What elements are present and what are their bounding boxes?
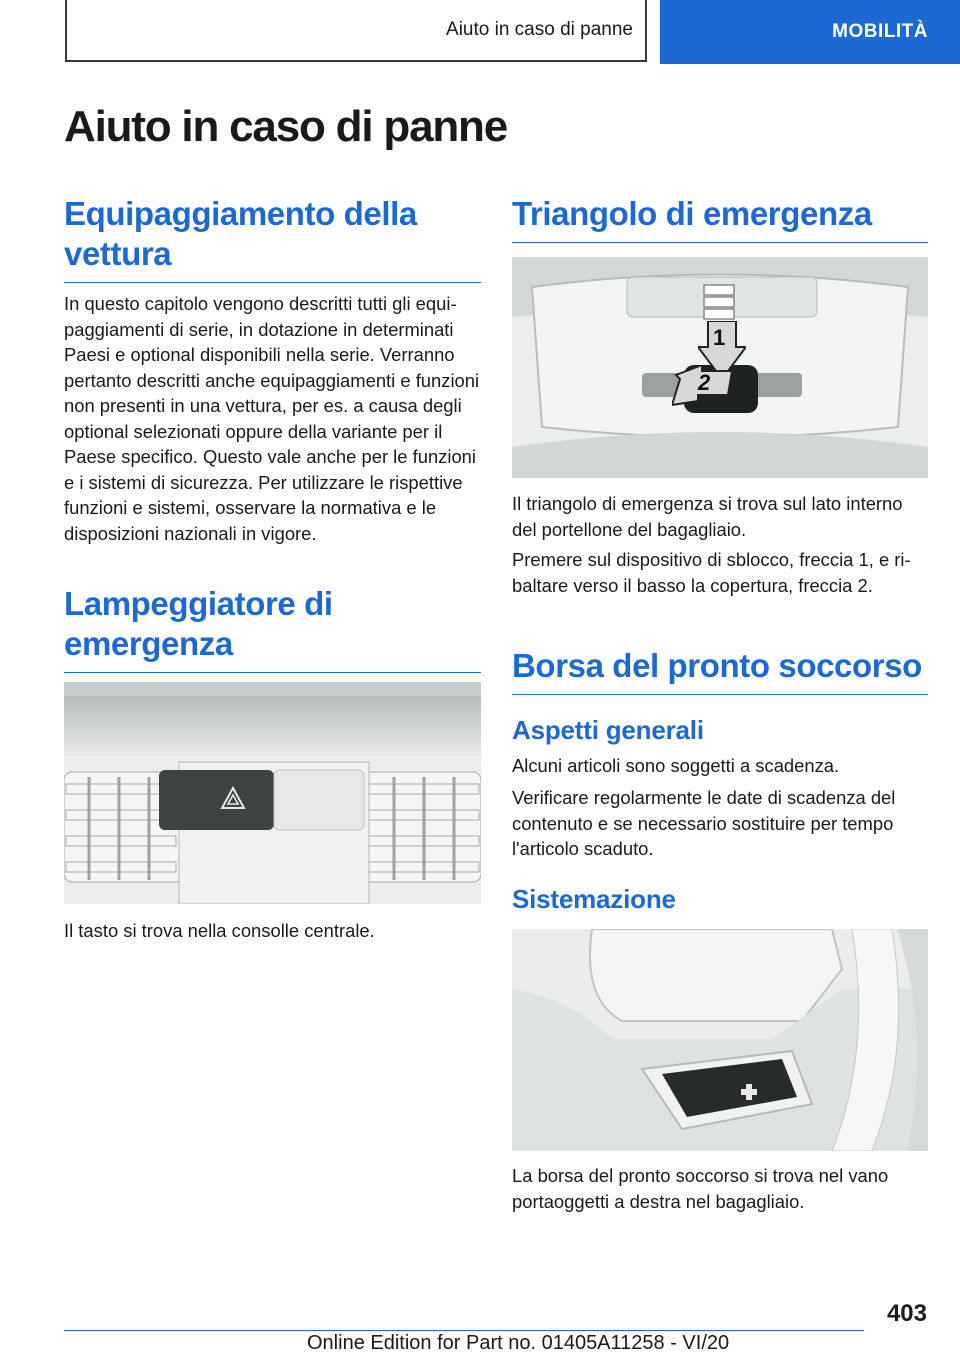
callout-1-label: 1 — [713, 325, 726, 350]
location-heading: Sistemazione — [512, 884, 676, 914]
triangle-paragraph-1: Il triangolo di emergenza si trova sul lato interno del portellone del bagagliaio. — [512, 493, 903, 540]
warning-triangle-photo — [512, 257, 928, 478]
equipment-heading: Equipaggiamento della vettura — [64, 194, 481, 283]
hazard-triangle-icon — [220, 786, 246, 810]
hazard-caption: Il tasto si trova nella consolle centrale. — [64, 920, 375, 941]
page-title: Aiuto in caso di panne — [64, 102, 507, 151]
general-heading: Aspetti generali — [512, 715, 704, 745]
location-paragraph: La borsa del pronto soccorso si trova nel vano portaoggetti a destra nel bagagliaio. — [512, 1165, 889, 1212]
running-header-title: Aiuto in caso di panne — [446, 19, 633, 40]
footer-rule — [64, 1330, 864, 1331]
first-aid-cross-icon — [740, 1083, 758, 1101]
equipment-paragraph: In questo capitolo vengono descritti tutti gli equipaggiamenti di serie, in dotazione in determinati Paesi e optional disponibili nella serie. Verranno pertanto descritti anche equipaggiamenti e funzioni non presenti in una vettura, per es. a causa degli optional selezionati oppure della variante per il Paese specifico. Questo vale anche per le funzioni e i sistemi di sicurezza. Per utilizzare le rispettive funzioni e sistemi, osservare la normativa e le disposizioni nazionali in vigore. — [64, 293, 480, 544]
general-paragraph-1: Alcuni articoli sono soggetti a scadenza. — [512, 755, 840, 776]
callout-2-label: 2 — [698, 370, 711, 395]
section-tab[interactable] — [660, 0, 960, 64]
page-number: 403 — [886, 1300, 927, 1327]
first-aid-heading: Borsa del pronto soccorso — [512, 646, 928, 695]
section-tab-label: MOBILITÀ — [832, 21, 928, 42]
triangle-paragraph-2: Premere sul dispositivo di sblocco, freccia 1, e ribaltare verso il basso la copertura, freccia 2. — [512, 549, 911, 596]
footer-edition: Online Edition for Part no. 01405A11258 - VI/20 — [307, 1332, 730, 1354]
hazard-switch-photo — [64, 682, 481, 904]
general-paragraph-2: Verificare regolarmente le date di scadenza del contenuto e se necessario sostituire per tempo l'articolo scaduto. — [512, 787, 896, 859]
hazard-heading: Lampeggiatore di emergenza — [64, 584, 481, 673]
first-aid-compartment-photo — [512, 929, 928, 1151]
running-header — [65, 0, 647, 62]
triangle-heading: Triangolo di emergenza — [512, 194, 928, 243]
